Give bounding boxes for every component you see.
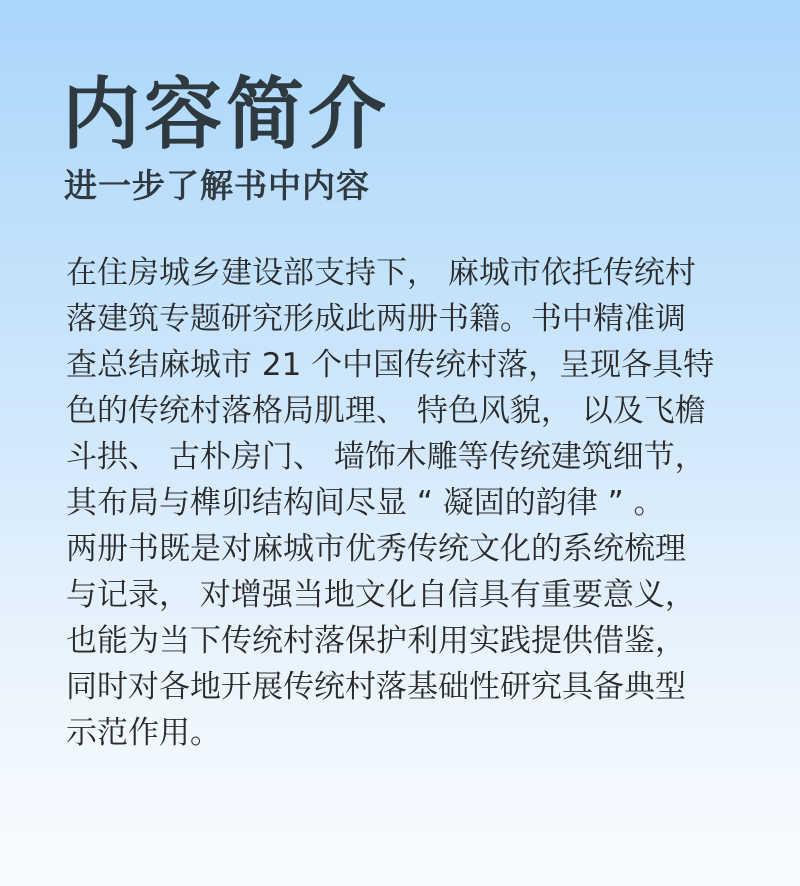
page-subtitle: 进一步了解书中内容 <box>64 166 370 205</box>
intro-paragraph: 在住房城乡建设部支持下， 麻城市依托传统村 落建筑专题研究形成此两册书籍。书中精准调 查总结麻城市 21 个中国传统村落，呈现各具特 色的传统村落格局肌理、 特色风貌， 以及飞檐 斗拱、 古朴房门、 墙饰木雕等传统建筑细节， 其布局与榫卯结构间尽显 “ 凝固的韵律 ” 。 两册书既是对麻城市优秀传统文化的系统梳理 与记录， 对增强当地文化自信具有重要意义， 也能为当下传统村落保护利用实践提供借鉴， 同时对各地开展传统村落基础性研究具备典型 示范作用。 <box>66 255 715 751</box>
page-title: 内容简介 <box>62 70 391 160</box>
